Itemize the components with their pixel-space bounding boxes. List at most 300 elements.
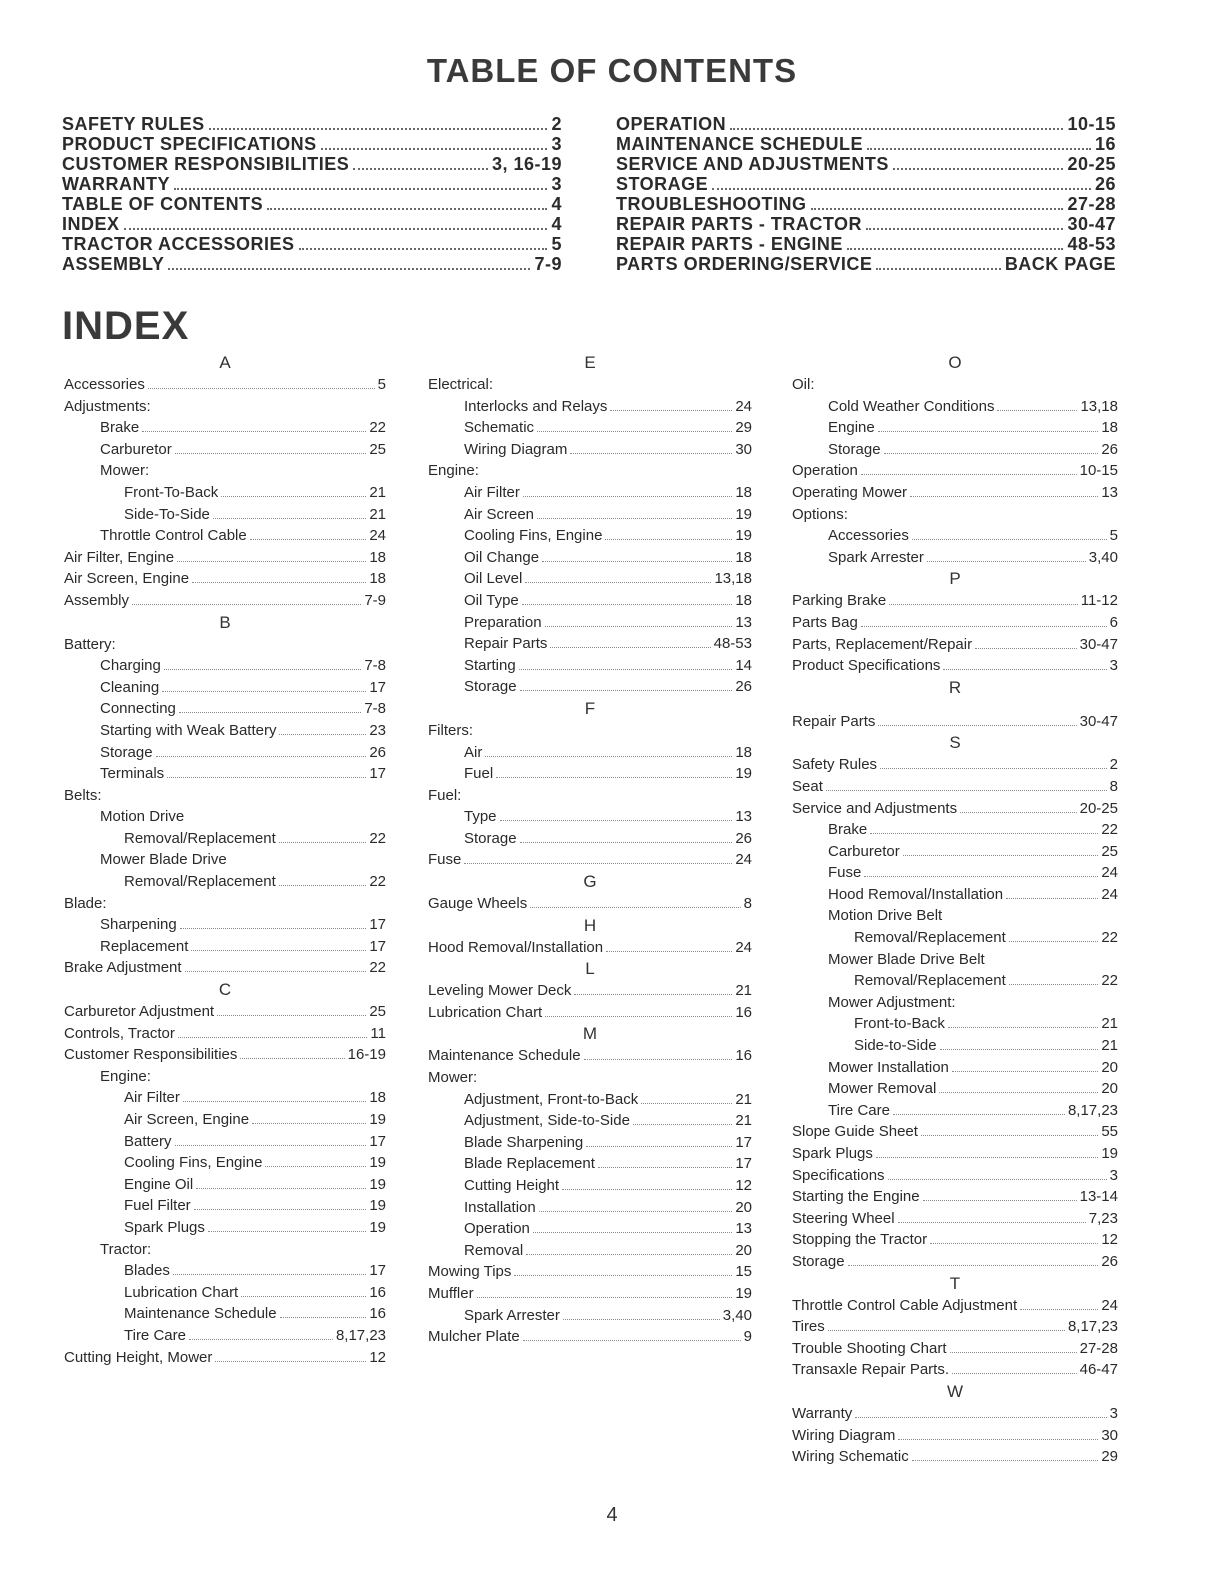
index-entry-label: Transaxle Repair Parts. — [792, 1361, 950, 1379]
dot-leader — [876, 268, 1000, 270]
dot-leader — [861, 626, 1107, 627]
index-entry-page: 5 — [377, 376, 386, 393]
index-entry — [64, 1303, 386, 1325]
toc-entry-page: 7-9 — [534, 254, 562, 274]
index-entry-page: 22 — [369, 419, 386, 437]
index-entry-page: 21 — [735, 1090, 752, 1108]
index-entry-page: 16 — [735, 1003, 752, 1021]
dot-leader — [215, 1361, 366, 1362]
index-entry-page: 7-9 — [364, 591, 386, 609]
index-entry — [428, 1089, 752, 1111]
index-entry-page: 16 — [369, 1305, 386, 1323]
page-number: 4 — [606, 1504, 618, 1526]
dot-leader — [221, 496, 366, 497]
index-entry — [64, 590, 386, 612]
index-entry-page: 18 — [369, 1089, 386, 1107]
dot-leader — [878, 431, 1099, 432]
index-entry — [428, 1283, 752, 1305]
index-entry-label: Slope Guide Sheet — [792, 1123, 918, 1141]
dot-leader — [605, 539, 732, 540]
index-entry-page: 55 — [1101, 1123, 1118, 1141]
index-entry-page: 29 — [1101, 1448, 1118, 1466]
index-entry-page: 8,17,23 — [1067, 1318, 1118, 1336]
index-entry-page: 30 — [735, 440, 752, 458]
index-entry — [792, 711, 1118, 733]
dot-leader — [893, 168, 1064, 170]
dot-leader — [1006, 898, 1098, 899]
index-entry-label: Fuse — [428, 851, 462, 869]
index-entry-page: 22 — [369, 959, 386, 977]
dot-leader — [191, 950, 366, 951]
index-entry-label: Spark Plugs — [124, 1218, 205, 1236]
index-entry — [428, 1002, 752, 1024]
index-entry-label: Mower Adjustment: — [828, 993, 956, 1011]
index-entry-page: 7,23 — [1088, 1209, 1118, 1227]
index-entry-page: 21 — [369, 483, 386, 501]
index-entry-page: 17 — [369, 916, 386, 934]
index-entry — [64, 1066, 386, 1088]
index-letter-heading: S — [949, 733, 961, 753]
index-entry — [792, 1359, 1118, 1381]
dot-leader — [606, 951, 732, 952]
index-entry-label: Brake Adjustment — [64, 959, 182, 977]
index-entry-page: 23 — [369, 721, 386, 739]
index-entry-page: 27-28 — [1079, 1339, 1118, 1357]
index-entry — [792, 504, 1118, 526]
index-entry — [792, 949, 1118, 971]
dot-leader — [156, 756, 367, 757]
index-entry-label: Throttle Control Cable — [100, 527, 247, 545]
index-entry-page: 19 — [735, 505, 752, 523]
index-entry-label: Tire Care — [124, 1326, 186, 1344]
index-entry-page: 29 — [735, 419, 752, 437]
index-entry-label: Battery — [124, 1132, 172, 1150]
index-entry-page: 15 — [735, 1263, 752, 1281]
index-entry-page: 17 — [735, 1133, 752, 1151]
index-entry-label: Mower Blade Drive — [100, 851, 227, 869]
index-entry-label: Engine — [828, 419, 875, 437]
index-entry-page: 17 — [735, 1155, 752, 1173]
index-entry-page: 26 — [369, 743, 386, 761]
index-entry-page: 17 — [369, 937, 386, 955]
index-entry-label: Cleaning — [100, 678, 160, 696]
index-entry-label: Adjustment, Side-to-Side — [464, 1112, 630, 1130]
index-entry-page: 13,18 — [714, 570, 752, 588]
index-entry-label: Tires — [792, 1318, 825, 1336]
toc-entry-label: OPERATION — [616, 114, 727, 134]
index-entry — [792, 862, 1118, 884]
index-entry-page: 48-53 — [713, 635, 752, 653]
index-entry — [64, 1217, 386, 1239]
dot-leader — [545, 1016, 732, 1017]
index-entry-label: Tractor: — [100, 1240, 152, 1258]
dot-leader — [562, 1189, 732, 1190]
index-entry-label: Throttle Control Cable Adjustment — [792, 1296, 1018, 1314]
dot-leader — [828, 1330, 1065, 1331]
toc-entry — [62, 154, 562, 174]
dot-leader — [550, 647, 710, 648]
index-entry — [428, 1305, 752, 1327]
index-entry — [64, 1044, 386, 1066]
index-entry — [428, 1110, 752, 1132]
dot-leader — [939, 1092, 1098, 1093]
index-entry-page: 12 — [369, 1348, 386, 1366]
index-entry-label: Adjustment, Front-to-Back — [464, 1090, 639, 1108]
dot-leader — [1020, 1309, 1098, 1310]
index-entry-label: Sharpening — [100, 916, 177, 934]
dot-leader — [563, 1319, 720, 1320]
index-entry-label: Operation — [792, 462, 858, 480]
index-entry-page: 3 — [1109, 657, 1118, 675]
index-entry-label: Mower Removal — [828, 1080, 937, 1098]
index-entry-label: Safety Rules — [792, 756, 878, 774]
index-entry-page: 19 — [735, 1284, 752, 1302]
dot-leader — [213, 518, 366, 519]
dot-leader — [855, 1417, 1106, 1418]
toc-entry — [616, 194, 1116, 214]
dot-leader — [574, 994, 732, 995]
index-entry — [64, 1347, 386, 1369]
index-entry-label: Mowing Tips — [428, 1263, 512, 1281]
index-entry-page: 3 — [1109, 1404, 1118, 1422]
toc-entry-label: REPAIR PARTS - TRACTOR — [616, 214, 863, 234]
index-entry-page: 19 — [369, 1197, 386, 1215]
index-entry-label: Leveling Mower Deck — [428, 982, 572, 1000]
index-entry-page: 20 — [1101, 1058, 1118, 1076]
index-entry — [64, 504, 386, 526]
index-entry — [792, 841, 1118, 863]
toc-entry — [62, 254, 562, 274]
index-entry — [64, 1152, 386, 1174]
dot-leader — [903, 855, 1099, 856]
index-entry-label: Wiring Diagram — [464, 440, 568, 458]
index-letter-heading: O — [948, 353, 962, 372]
index-entry-label: Preparation — [464, 613, 542, 631]
index-entry — [428, 1045, 752, 1067]
index-entry — [64, 1282, 386, 1304]
toc-entry-page: 27-28 — [1067, 194, 1116, 214]
dot-leader — [194, 1209, 367, 1210]
dot-leader — [545, 626, 733, 627]
index-entry-page: 17 — [369, 1262, 386, 1280]
dot-leader — [279, 885, 367, 886]
index-entry-page: 26 — [735, 678, 752, 696]
index-entry — [64, 568, 386, 590]
index-entry — [792, 776, 1118, 798]
dot-leader — [252, 1123, 366, 1124]
index-column-2 — [428, 352, 752, 1348]
toc-left-column — [62, 114, 562, 274]
index-entry — [428, 417, 752, 439]
index-entry-page: 8,17,23 — [1067, 1101, 1118, 1119]
index-entry-page: 24 — [1101, 885, 1118, 903]
dot-leader — [183, 1101, 366, 1102]
index-entry-page: 13 — [735, 808, 752, 826]
index-entry-page: 22 — [1101, 929, 1118, 947]
index-entry-label: Oil: — [792, 376, 815, 393]
toc-title: TABLE OF CONTENTS — [426, 52, 798, 89]
index-entry-label: Accessories — [64, 376, 145, 393]
index-entry-label: Maintenance Schedule — [124, 1305, 277, 1323]
index-entry-page: 18 — [735, 591, 752, 609]
toc-entry — [62, 174, 562, 194]
index-entry-label: Filters: — [428, 721, 473, 739]
dot-leader — [943, 669, 1106, 670]
dot-leader — [522, 604, 733, 605]
index-entry-label: Removal/Replacement — [124, 873, 276, 891]
index-entry-page: 26 — [735, 829, 752, 847]
index-entry-label: Spark Arrester — [464, 1306, 560, 1324]
index-entry-label: Motion Drive Belt — [828, 907, 943, 925]
index-entry-label: Seat — [792, 777, 823, 795]
index-entry-page: 7-8 — [364, 700, 386, 718]
index-entry — [792, 1403, 1118, 1425]
index-entry-label: Front-to-Back — [854, 1015, 945, 1033]
index-entry-label: Brake — [100, 419, 140, 437]
toc-entry-page: 48-53 — [1067, 234, 1116, 254]
index-entry-label: Cooling Fins, Engine — [464, 527, 603, 545]
dot-leader — [940, 1049, 1099, 1050]
index-entry-page: 25 — [1101, 842, 1118, 860]
index-column-1 — [64, 352, 386, 1368]
index-entry-page: 24 — [735, 938, 752, 956]
index-entry-label: Type — [464, 808, 497, 826]
index-entry — [64, 439, 386, 461]
index-entry — [64, 806, 386, 828]
dot-leader — [167, 777, 366, 778]
index-entry — [428, 1132, 752, 1154]
index-entry — [428, 1067, 752, 1089]
index-entry-page: 21 — [369, 505, 386, 523]
index-entry — [792, 1013, 1118, 1035]
index-entry-label: Air Filter — [124, 1089, 180, 1107]
index-entry-page: 11 — [370, 1024, 386, 1042]
index-entry-page: 3,40 — [1088, 548, 1118, 566]
index-letter-heading: P — [949, 569, 961, 589]
toc-entry-label: INDEX — [62, 214, 120, 234]
dot-leader — [177, 561, 366, 562]
dot-leader — [584, 1059, 733, 1060]
dot-leader — [975, 648, 1077, 649]
index-entry — [428, 482, 752, 504]
dot-leader — [526, 1254, 732, 1255]
index-entry-label: Blades — [124, 1262, 170, 1280]
dot-leader — [241, 1296, 366, 1297]
dot-leader — [898, 1222, 1086, 1223]
dot-leader — [217, 1015, 366, 1016]
index-entry-label: Storage — [100, 743, 153, 761]
index-entry — [428, 763, 752, 785]
toc-entry-label: TRACTOR ACCESSORIES — [62, 234, 295, 254]
toc-entry-label: ASSEMBLY — [62, 254, 165, 274]
index-entry-page: 19 — [735, 527, 752, 545]
index-column-3 — [792, 352, 1118, 1468]
dot-leader — [185, 971, 367, 972]
index-entry — [64, 417, 386, 439]
dot-leader — [500, 820, 733, 821]
index-entry — [64, 1260, 386, 1282]
index-entry — [792, 1078, 1118, 1100]
index-entry-label: Storage — [464, 829, 517, 847]
index-entry-label: Parts, Replacement/Repair — [792, 635, 973, 653]
index-entry-label: Trouble Shooting Chart — [792, 1339, 947, 1357]
index-entry — [792, 460, 1118, 482]
index-entry — [428, 720, 752, 742]
index-entry — [792, 547, 1118, 569]
index-entry — [428, 806, 752, 828]
index-entry-label: Blade: — [64, 894, 107, 912]
index-entry-label: Cutting Height, Mower — [64, 1348, 213, 1366]
index-entry-label: Gauge Wheels — [428, 895, 528, 913]
index-entry-page: 16 — [735, 1047, 752, 1065]
toc-entry-page: 26 — [1094, 174, 1116, 194]
dot-leader — [168, 268, 530, 270]
index-entry — [64, 785, 386, 807]
index-entry — [792, 1251, 1118, 1273]
dot-leader — [519, 669, 733, 670]
index-entry-label: Mower Installation — [828, 1058, 949, 1076]
dot-leader — [898, 1439, 1098, 1440]
index-entry — [64, 460, 386, 482]
dot-leader — [889, 604, 1078, 605]
index-entry — [64, 698, 386, 720]
dot-leader — [876, 1157, 1098, 1158]
dot-leader — [610, 410, 732, 411]
index-entry — [792, 970, 1118, 992]
toc-entry-label: MAINTENANCE SCHEDULE — [616, 134, 864, 154]
dot-leader — [866, 228, 1063, 230]
toc-entry-label: REPAIR PARTS - ENGINE — [616, 234, 843, 254]
index-entry-page: 21 — [1101, 1037, 1118, 1055]
index-entry-label: Schematic — [464, 419, 535, 437]
index-entry-label: Carburetor — [828, 842, 900, 860]
index-entry-page: 12 — [735, 1177, 752, 1194]
toc-entry — [616, 154, 1116, 174]
index-entry — [428, 374, 752, 396]
index-entry — [64, 1131, 386, 1153]
index-entry-label: Belts: — [64, 786, 102, 804]
index-entry — [792, 754, 1118, 776]
index-entry-label: Accessories — [828, 527, 909, 545]
index-entry — [428, 1153, 752, 1175]
index-entry-label: Removal/Replacement — [854, 972, 1006, 990]
index-entry-page: 9 — [743, 1328, 752, 1346]
dot-leader — [921, 1135, 1098, 1136]
dot-leader — [525, 582, 711, 583]
index-entry-label: Product Specifications — [792, 657, 941, 675]
index-entry-label: Charging — [100, 657, 161, 675]
index-entry — [64, 655, 386, 677]
toc-entry-page: 4 — [551, 194, 562, 214]
dot-leader — [520, 690, 733, 691]
index-entry — [64, 742, 386, 764]
index-entry — [428, 1326, 752, 1348]
index-entry — [428, 590, 752, 612]
index-entry-page: 26 — [1101, 1252, 1118, 1270]
index-entry-page: 30 — [1101, 1426, 1118, 1444]
index-entry — [428, 612, 752, 634]
index-entry-page: 20 — [735, 1241, 752, 1259]
index-entry-label: Muffler — [428, 1284, 474, 1302]
index-entry-label: Stopping the Tractor — [792, 1231, 928, 1249]
index-entry-page: 11-12 — [1080, 592, 1118, 610]
index-entry-label: Brake — [828, 821, 868, 839]
index-entry-label: Wiring Schematic — [792, 1448, 909, 1466]
dot-leader — [279, 842, 367, 843]
dot-leader — [948, 1027, 1098, 1028]
toc-right-column — [616, 114, 1116, 274]
index-entry-label: Mower: — [100, 462, 150, 480]
index-entry — [428, 937, 752, 959]
index-entry-label: Customer Responsibilities — [64, 1046, 238, 1064]
index-entry-label: Engine: — [100, 1067, 151, 1085]
index-entry-page: 22 — [369, 873, 386, 891]
index-entry — [64, 936, 386, 958]
index-entry-page: 18 — [735, 483, 752, 501]
index-entry — [792, 482, 1118, 504]
index-entry — [64, 763, 386, 785]
index-entry-label: Replacement — [100, 937, 189, 955]
toc-entry-label: TROUBLESHOOTING — [616, 194, 807, 214]
dot-leader — [173, 1274, 366, 1275]
index-entry — [64, 720, 386, 742]
index-title: INDEX — [62, 304, 190, 348]
index-entry-page: 13,18 — [1080, 397, 1118, 415]
index-entry-label: Spark Plugs — [792, 1145, 873, 1162]
index-entry-label: Air Filter — [464, 483, 520, 501]
index-entry-label: Warranty — [792, 1404, 853, 1422]
toc-entry-label: SAFETY RULES — [62, 114, 205, 134]
dot-leader — [878, 725, 1076, 726]
index-entry — [64, 893, 386, 915]
index-entry — [428, 742, 752, 764]
index-entry — [64, 1239, 386, 1261]
dot-leader — [189, 1339, 333, 1340]
index-entry-page: 20 — [1101, 1080, 1118, 1098]
index-entry-page: 3 — [1109, 1166, 1118, 1184]
index-entry-page: 13 — [1101, 483, 1118, 501]
dot-leader — [848, 1265, 1099, 1266]
index-entry-label: Interlocks and Relays — [464, 397, 608, 415]
index-entry-label: Starting the Engine — [792, 1188, 920, 1206]
index-entry — [792, 1316, 1118, 1338]
index-entry-page: 22 — [369, 829, 386, 847]
index-entry-label: Steering Wheel — [792, 1209, 895, 1227]
index-entry-page: 19 — [369, 1175, 386, 1193]
index-entry — [792, 798, 1118, 820]
toc-entry-page: 3, 16-19 — [491, 154, 562, 174]
index-entry — [792, 1057, 1118, 1079]
toc-entry — [616, 234, 1116, 254]
dot-leader — [880, 768, 1107, 769]
toc-entry-page: 3 — [551, 134, 562, 154]
index-entry — [792, 884, 1118, 906]
index-entry-label: Specifications — [792, 1166, 885, 1184]
toc-entry-label: PARTS ORDERING/SERVICE — [616, 254, 873, 274]
index-entry — [428, 396, 752, 418]
dot-leader — [162, 691, 366, 692]
index-entry — [792, 525, 1118, 547]
dot-leader — [299, 248, 548, 250]
index-entry-label: Spark Arrester — [828, 548, 924, 566]
index-entry — [64, 957, 386, 979]
dot-leader — [811, 208, 1064, 210]
dot-leader — [530, 907, 740, 908]
index-entry — [428, 439, 752, 461]
index-entry-label: Mower: — [428, 1069, 478, 1087]
index-entry-label: Installation — [464, 1198, 536, 1216]
dot-leader — [539, 1211, 733, 1212]
